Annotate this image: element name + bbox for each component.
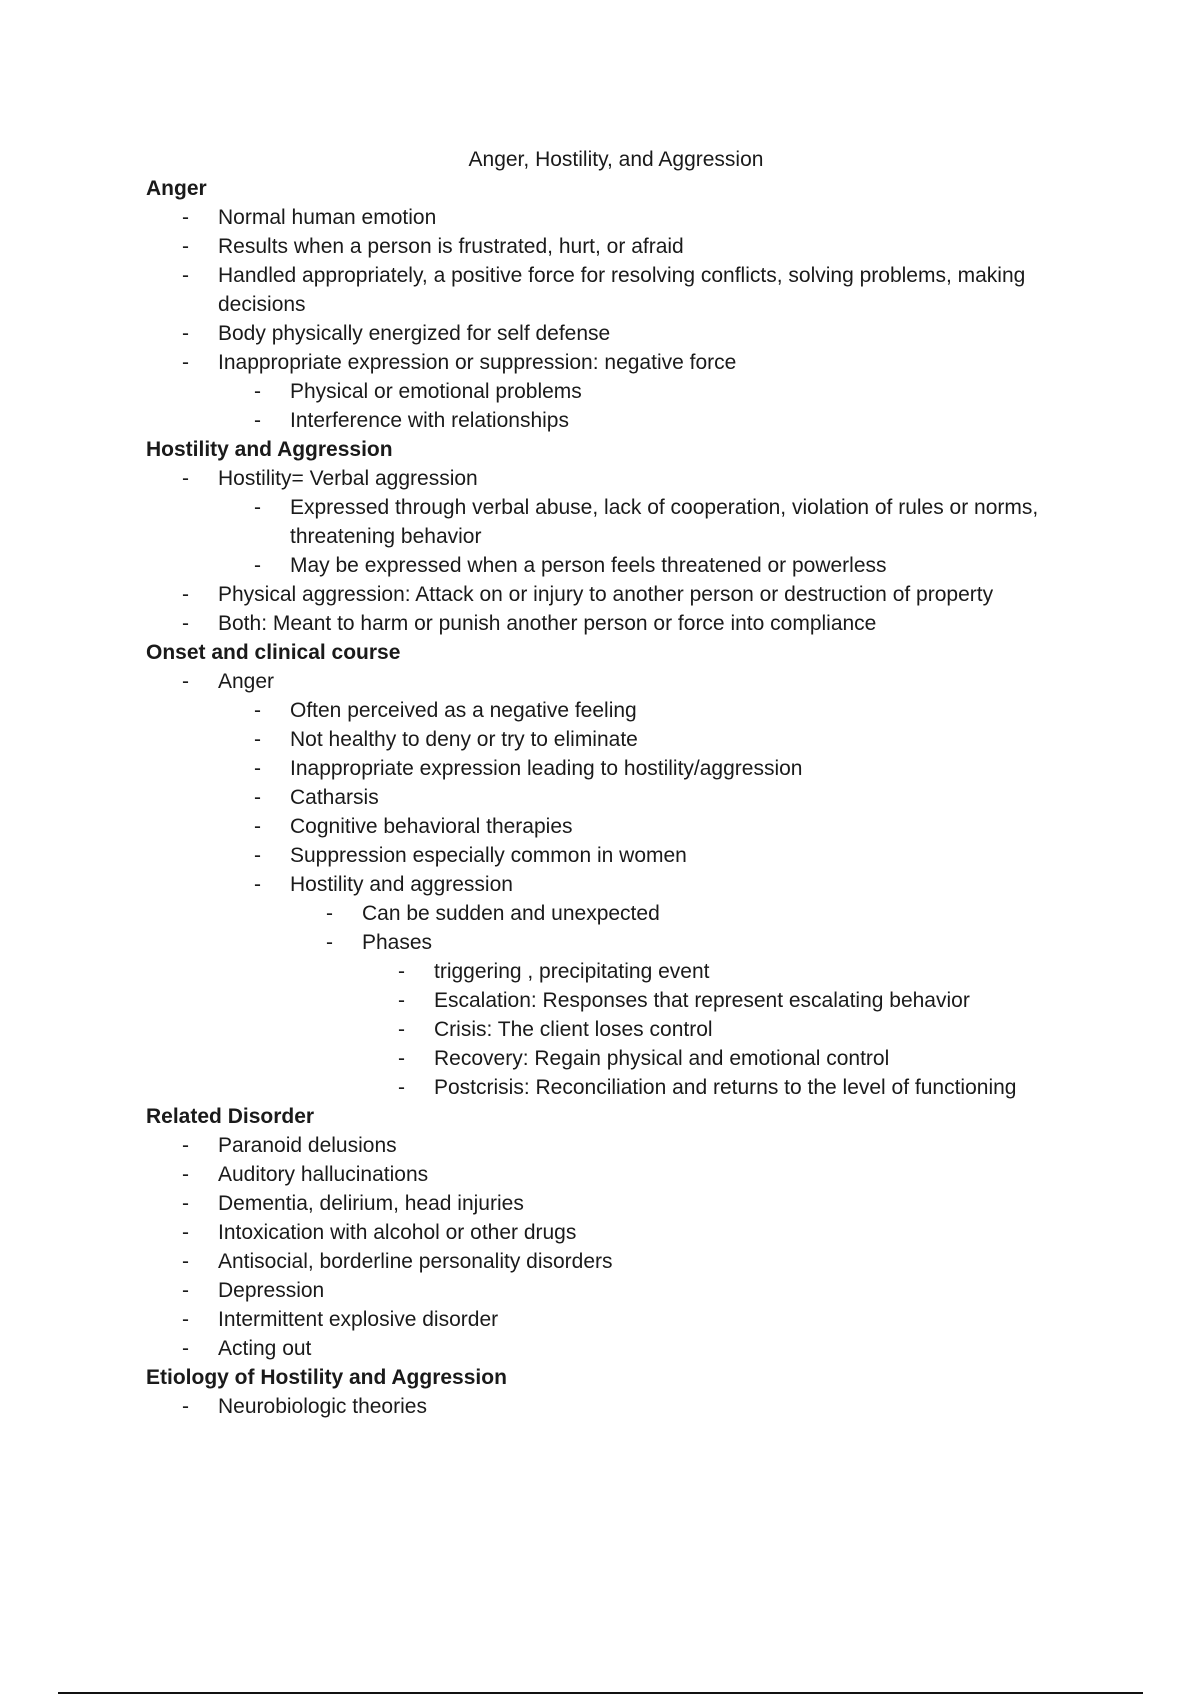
list-item-text: Body physically energized for self defense xyxy=(218,322,611,345)
dash-bullet: - xyxy=(182,1337,189,1360)
dash-bullet: - xyxy=(182,1134,189,1157)
bullet-list-level-1 xyxy=(182,1131,1096,1363)
dash-bullet: - xyxy=(182,1192,189,1215)
list-item xyxy=(182,261,1096,319)
dash-bullet: - xyxy=(398,1047,405,1070)
list-item xyxy=(182,232,1096,261)
list-item xyxy=(182,1247,1096,1276)
list-item xyxy=(182,203,1096,232)
list-item-text: Inappropriate expression or suppression: negative force xyxy=(218,351,737,374)
list-item-text: Results when a person is frustrated, hurt, or afraid xyxy=(218,235,684,258)
list-item-text: Crisis: The client loses control xyxy=(434,1018,713,1041)
list-item-text: Paranoid delusions xyxy=(218,1134,397,1157)
bullet-list-level-2 xyxy=(254,696,1096,1102)
list-item xyxy=(182,1392,1096,1421)
dash-bullet: - xyxy=(182,1163,189,1186)
dash-bullet: - xyxy=(254,873,261,896)
list-item xyxy=(182,1334,1096,1363)
list-item xyxy=(254,551,1096,580)
dash-bullet: - xyxy=(398,989,405,1012)
section-heading: Onset and clinical course xyxy=(146,641,401,664)
bullet-list-level-3 xyxy=(326,899,1096,1102)
list-item xyxy=(182,667,1096,1102)
list-item-text: Cognitive behavioral therapies xyxy=(290,815,573,838)
list-item-text: Escalation: Responses that represent escalating behavior xyxy=(434,989,970,1012)
dash-bullet: - xyxy=(398,1018,405,1041)
list-item-text: Handled appropriately, a positive force for resolving conflicts, solving problems, making decisions xyxy=(218,264,1026,316)
bullet-list-level-1 xyxy=(182,464,1096,638)
list-item-text: Normal human emotion xyxy=(218,206,437,229)
list-item xyxy=(254,725,1096,754)
list-item xyxy=(182,464,1096,580)
list-item xyxy=(254,696,1096,725)
dash-bullet: - xyxy=(182,351,189,374)
list-item-text: Interference with relationships xyxy=(290,409,569,432)
dash-bullet: - xyxy=(182,206,189,229)
dash-bullet: - xyxy=(326,902,333,925)
list-item xyxy=(254,754,1096,783)
list-item xyxy=(182,1276,1096,1305)
section-heading: Etiology of Hostility and Aggression xyxy=(146,1366,507,1389)
list-item xyxy=(398,957,1096,986)
dash-bullet: - xyxy=(254,786,261,809)
dash-bullet: - xyxy=(182,583,189,606)
dash-bullet: - xyxy=(182,670,189,693)
list-item-text: Hostility and aggression xyxy=(290,873,513,896)
list-item-text: Dementia, delirium, head injuries xyxy=(218,1192,524,1215)
list-item xyxy=(182,1189,1096,1218)
dash-bullet: - xyxy=(182,235,189,258)
dash-bullet: - xyxy=(182,1250,189,1273)
dash-bullet: - xyxy=(182,1279,189,1302)
list-item xyxy=(326,928,1096,1102)
bullet-list-level-2 xyxy=(254,377,1096,435)
list-item-text: Inappropriate expression leading to hostility/aggression xyxy=(290,757,803,780)
list-item xyxy=(398,1073,1096,1102)
list-item-text: Recovery: Regain physical and emotional control xyxy=(434,1047,890,1070)
list-item-text: Postcrisis: Reconciliation and returns to the level of functioning xyxy=(434,1076,1017,1099)
list-item-text: Intermittent explosive disorder xyxy=(218,1308,499,1331)
list-item xyxy=(398,1044,1096,1073)
dash-bullet: - xyxy=(182,264,189,287)
outline-section xyxy=(146,638,1096,1102)
dash-bullet: - xyxy=(398,1076,405,1099)
list-item xyxy=(254,493,1096,551)
list-item xyxy=(254,377,1096,406)
dash-bullet: - xyxy=(254,815,261,838)
document-content xyxy=(146,174,1096,1421)
bullet-list-level-1 xyxy=(182,203,1096,435)
list-item-text: Not healthy to deny or try to eliminate xyxy=(290,728,638,751)
list-item-text: Catharsis xyxy=(290,786,379,809)
list-item xyxy=(254,783,1096,812)
dash-bullet: - xyxy=(254,728,261,751)
list-item-text: Acting out xyxy=(218,1337,312,1360)
dash-bullet: - xyxy=(254,554,261,577)
section-heading: Related Disorder xyxy=(146,1105,315,1128)
list-item-text: Physical or emotional problems xyxy=(290,380,582,403)
dash-bullet: - xyxy=(182,322,189,345)
outline-section xyxy=(146,1363,1096,1421)
bullet-list-level-1 xyxy=(182,1392,1096,1421)
list-item xyxy=(254,812,1096,841)
bullet-list-level-2 xyxy=(254,493,1096,580)
dash-bullet: - xyxy=(182,467,189,490)
list-item-text: Can be sudden and unexpected xyxy=(362,902,660,925)
dash-bullet: - xyxy=(254,496,261,519)
list-item xyxy=(398,986,1096,1015)
list-item xyxy=(254,406,1096,435)
list-item-text: triggering , precipitating event xyxy=(434,960,710,983)
document-title: Anger, Hostility, and Aggression xyxy=(468,148,764,171)
dash-bullet: - xyxy=(254,380,261,403)
list-item-text: Auditory hallucinations xyxy=(218,1163,429,1186)
list-item xyxy=(398,1015,1096,1044)
bottom-divider xyxy=(58,1692,1143,1694)
list-item-text: Hostility= Verbal aggression xyxy=(218,467,478,490)
list-item-text: Physical aggression: Attack on or injury to another person or destruction of property xyxy=(218,583,994,606)
dash-bullet: - xyxy=(326,931,333,954)
dash-bullet: - xyxy=(182,1221,189,1244)
list-item-text: Often perceived as a negative feeling xyxy=(290,699,637,722)
list-item xyxy=(182,580,1096,609)
list-item-text: Anger xyxy=(218,670,275,693)
section-heading: Hostility and Aggression xyxy=(146,438,393,461)
dash-bullet: - xyxy=(254,409,261,432)
outline-section xyxy=(146,174,1096,435)
list-item-text: Antisocial, borderline personality disorders xyxy=(218,1250,613,1273)
outline-section xyxy=(146,435,1096,638)
list-item xyxy=(326,899,1096,928)
list-item xyxy=(182,319,1096,348)
outline-section xyxy=(146,1102,1096,1363)
dash-bullet: - xyxy=(254,844,261,867)
list-item-text: Phases xyxy=(362,931,433,954)
list-item xyxy=(182,1160,1096,1189)
dash-bullet: - xyxy=(182,1308,189,1331)
list-item xyxy=(182,348,1096,435)
list-item-text: Neurobiologic theories xyxy=(218,1395,427,1418)
dash-bullet: - xyxy=(254,699,261,722)
dash-bullet: - xyxy=(254,757,261,780)
list-item-text: Suppression especially common in women xyxy=(290,844,687,867)
list-item-text: May be expressed when a person feels threatened or powerless xyxy=(290,554,887,577)
bullet-list-level-1 xyxy=(182,667,1096,1102)
list-item-text: Depression xyxy=(218,1279,325,1302)
list-item xyxy=(182,1131,1096,1160)
list-item xyxy=(182,609,1096,638)
list-item-text: Expressed through verbal abuse, lack of cooperation, violation of rules or norms, threatening behavior xyxy=(290,496,1039,548)
dash-bullet: - xyxy=(398,960,405,983)
section-heading: Anger xyxy=(146,177,207,200)
bullet-list-level-4 xyxy=(398,957,1096,1102)
list-item-text: Intoxication with alcohol or other drugs xyxy=(218,1221,577,1244)
list-item-text: Both: Meant to harm or punish another person or force into compliance xyxy=(218,612,877,635)
dash-bullet: - xyxy=(182,1395,189,1418)
list-item xyxy=(254,870,1096,1102)
dash-bullet: - xyxy=(182,612,189,635)
list-item xyxy=(182,1218,1096,1247)
list-item xyxy=(182,1305,1096,1334)
list-item xyxy=(254,841,1096,870)
